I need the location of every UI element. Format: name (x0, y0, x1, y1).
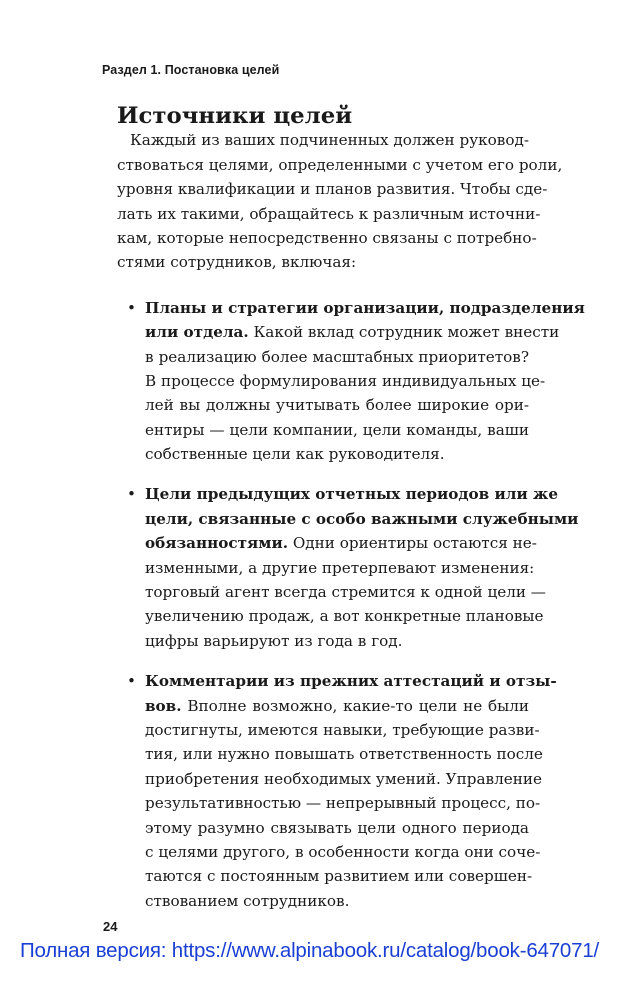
text-run: В процессе формулирования индивидуальных це- (145, 371, 546, 390)
list-item (117, 482, 579, 653)
text-line (145, 442, 529, 466)
text-line (145, 320, 560, 344)
text-run: с целями другого, в особенности когда они соче- (145, 842, 541, 861)
text-run: приобретения необходимых умений. Управление (145, 769, 542, 788)
list-item (117, 296, 585, 467)
text-run: изменными, а другие претерпевают изменения: (145, 558, 535, 577)
section-title: Источники целей (117, 103, 353, 129)
text-line (145, 742, 543, 766)
text-line (145, 694, 529, 718)
text-run: увеличению продаж, а вот конкретные плановые (145, 607, 544, 626)
bold-run: цели, связанные с особо важными служебными (145, 509, 579, 528)
text-line (145, 816, 529, 840)
text-line: кам, которые непосредственно связаны с потребно- (117, 228, 537, 247)
text-line (145, 580, 546, 604)
text-line (145, 669, 557, 693)
bold-run: обязанностями. (145, 534, 288, 553)
text-line (145, 393, 529, 417)
text-line (145, 840, 541, 864)
text-line (145, 296, 585, 320)
text-run: лей вы должны учитывать более широкие ори- (145, 396, 529, 415)
text-line: уровня квалификации и планов развития. Чтобы сде- (117, 180, 548, 199)
text-line (145, 418, 529, 442)
text-run: Одни ориентиры остаются не- (288, 534, 537, 553)
bold-run: вов. (145, 696, 182, 715)
text-line (145, 369, 546, 393)
text-line (145, 531, 537, 555)
text-line: ствоваться целями, определенными с учетом его роли, (117, 155, 563, 174)
text-run: Какой вклад сотрудник может внести (248, 323, 560, 342)
text-line (145, 791, 541, 815)
text-line (145, 864, 533, 888)
bullet-marker: • (127, 485, 136, 504)
bullet-marker: • (127, 298, 136, 317)
sources-list (117, 296, 585, 913)
text-run: таются с постоянным развитием или совершен- (145, 867, 533, 886)
full-version-link[interactable]: Полная версия: https://www.alpinabook.ru/catalog/book-647071/ (19, 939, 600, 962)
page-content (117, 103, 585, 913)
page-number: 24 (103, 919, 118, 934)
bold-run: Цели предыдущих отчетных периодов или же (145, 485, 559, 504)
text-line (145, 767, 542, 791)
text-line: стями сотрудников, включая: (117, 253, 357, 272)
text-line: лать их такими, обращайтесь к различным источни- (117, 204, 541, 223)
text-line (145, 482, 559, 506)
text-line (145, 718, 540, 742)
text-run: цифры варьируют из года в год. (145, 631, 403, 650)
text-line (145, 345, 529, 369)
list-item (117, 669, 557, 913)
text-run: собственные цели как руководителя. (145, 445, 445, 464)
text-run: торговый агент всегда стремится к одной цели — (145, 583, 546, 602)
text-run: ентиры — цели компании, цели команды, ваши (145, 420, 529, 439)
text-line (145, 889, 529, 913)
text-line: Каждый из ваших подчиненных должен руковод- (130, 131, 529, 150)
bold-run: Планы и стратегии организации, подразделения (145, 298, 585, 317)
text-line (145, 507, 579, 531)
text-run: Вполне возможно, какие-то цели не были (181, 696, 529, 715)
text-run: этому разумно связывать цели одного периода (145, 818, 529, 837)
text-run: достигнуты, имеются навыки, требующие разви- (145, 720, 540, 739)
running-head: Раздел 1. Постановка целей (102, 63, 280, 77)
text-line (145, 629, 529, 653)
bold-run: Комментарии из прежних аттестаций и отзы- (145, 672, 557, 691)
text-run: результативностью — непрерывный процесс, по- (145, 794, 541, 813)
text-run: в реализацию более масштабных приоритетов? (145, 347, 529, 366)
intro-paragraph (117, 128, 563, 274)
bullet-marker: • (127, 672, 136, 691)
text-run: ствованием сотрудников. (145, 891, 350, 910)
text-line (145, 556, 535, 580)
bold-run: или отдела. (145, 323, 249, 342)
text-line (145, 604, 544, 628)
text-run: тия, или нужно повышать ответственность после (145, 745, 543, 764)
